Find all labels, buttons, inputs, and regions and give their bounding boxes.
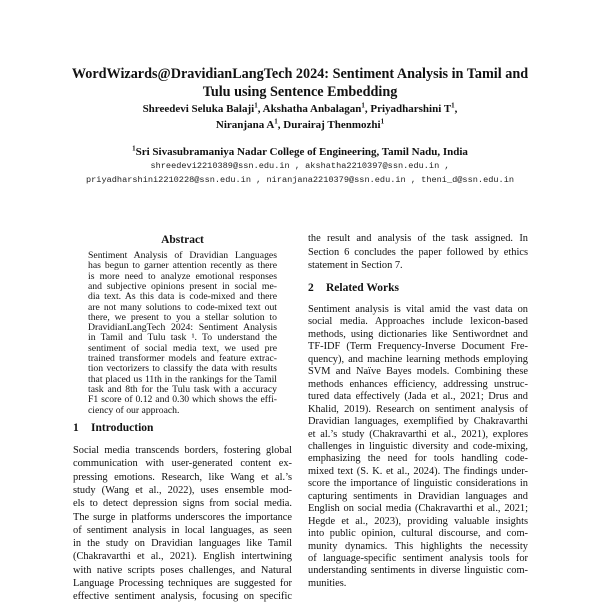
affiliation-marker: 1 bbox=[132, 144, 136, 153]
text-line: TF-IDF (Term Frequency-Inverse Document Fre- bbox=[308, 341, 528, 353]
author-affiliation-marker: 1 bbox=[451, 101, 455, 110]
text-line: has begun to garner attention recently as there bbox=[88, 260, 277, 272]
text-line: is more need to analyze emotional responses bbox=[88, 270, 277, 282]
related-works-heading bbox=[308, 282, 399, 294]
paper-title-line-2: Tulu using Sentence Embedding bbox=[202, 84, 398, 100]
text-line: tured data effectively (Jada et al., 2021; Drus and bbox=[308, 391, 528, 403]
author-affiliation-marker: 1 bbox=[380, 117, 385, 126]
text-line: munities. bbox=[308, 577, 347, 589]
text-line: Sentiment analysis is vital amid the vast data on bbox=[308, 304, 528, 315]
text-line: dia text. As this data is code-mixed and there bbox=[88, 291, 277, 303]
text-line: Khalid, 2019). Research on sentiment analysis of bbox=[308, 403, 528, 415]
abstract-heading: Abstract bbox=[161, 234, 204, 246]
author-name: Priyadharshini T bbox=[370, 103, 452, 115]
author-separator: , bbox=[277, 119, 284, 131]
text-line: that placed us 11th in the rankings for the Tamil bbox=[88, 373, 277, 385]
text-line: statement in Section 7. bbox=[308, 260, 403, 271]
text-line: Dravidian languages, exemplified by Chakravarthi bbox=[308, 416, 528, 428]
text-line: communication with user-generated content ex- bbox=[73, 458, 292, 470]
text-line: F1 score of 0.12 and 0.30 which shows the effi- bbox=[88, 394, 277, 406]
affiliation-text: Sri Sivasubramaniya Nadar College of Engineering, Tamil Nadu, India bbox=[135, 146, 468, 158]
paper-title-line-1: WordWizards@DravidianLangTech 2024: Sentiment Analysis in Tamil and bbox=[71, 66, 529, 82]
text-line: of language-specific sentiment analysis tools for bbox=[308, 553, 528, 564]
text-line: emphasizing the need for tools handling code- bbox=[308, 453, 528, 465]
text-line: methods enhances efficiency, addressing unstruc- bbox=[308, 378, 528, 390]
text-line: Hegde et al., 2023), providing valuable insights bbox=[308, 515, 528, 527]
text-line: are not many solutions to code-mixed text out bbox=[88, 301, 277, 313]
author-affiliation-marker: 1 bbox=[361, 101, 365, 110]
author-affiliation-marker: 1 bbox=[274, 117, 278, 126]
text-line: English on social media (Chakravarthi et al., 2021; bbox=[308, 503, 528, 515]
text-line: (Chakravarthi et al., 2021). English intertwining bbox=[73, 551, 292, 563]
author-name: Shreedevi Seluka Balaji bbox=[142, 103, 255, 115]
text-line: task and 8th for the Tulu task with a accuracy bbox=[88, 383, 277, 395]
authors-line-2 bbox=[0, 119, 600, 131]
affiliation bbox=[0, 146, 600, 158]
text-line: of sentiment analysis in local languages, as seen bbox=[73, 524, 292, 536]
text-line: capturing sentiments in Dravidian languages and bbox=[308, 490, 528, 502]
text-line: the result and analysis of the task assigned. In bbox=[308, 233, 528, 244]
author-separator: , bbox=[454, 103, 458, 115]
text-line: pressing emotions. Research, like Wang et al.’s bbox=[73, 471, 292, 483]
text-line: there, we present to you a stellar solution to bbox=[88, 311, 277, 323]
author-name: Niranjana A bbox=[215, 119, 275, 131]
section-title: Related Works bbox=[326, 282, 399, 294]
text-line: Social media transcends borders, fostering global bbox=[73, 445, 292, 456]
text-line: methods, using dictionaries like Sentiwordnet and bbox=[308, 328, 528, 340]
text-line: ciency of our approach. bbox=[88, 404, 180, 416]
text-line: DravidianLangTech 2024: Sentiment Analysis bbox=[88, 322, 277, 334]
text-line: effective sentiment analysis, focusing on specific bbox=[73, 591, 292, 602]
author-separator: , bbox=[364, 103, 371, 115]
author-name: Akshatha Anbalagan bbox=[262, 103, 362, 115]
text-line: munity dynamics. This highlights the necessity bbox=[308, 540, 528, 552]
text-line: in Tamil and Tulu task ¹. To understand the bbox=[88, 332, 277, 344]
section-number: 1 bbox=[73, 422, 79, 434]
section-number: 2 bbox=[308, 282, 314, 294]
text-line: tion vectorizers to classify the data with results bbox=[88, 363, 277, 375]
text-line: and subjective opinions present in social me- bbox=[88, 280, 277, 292]
authors-line-1 bbox=[0, 103, 600, 115]
text-line: understanding sentiments in diverse linguistic com- bbox=[308, 565, 528, 577]
text-line: mixed text (S. K. et al., 2024). The findings under- bbox=[308, 465, 528, 477]
text-line: sentiment of social media text, we used pre bbox=[88, 342, 277, 354]
email-line-1: shreedevi2210389@ssn.edu.in , akshatha2210397@ssn.edu.in , bbox=[150, 161, 450, 171]
text-line: Sentiment Analysis of Dravidian Languages bbox=[88, 250, 277, 261]
author-separator: , bbox=[257, 103, 263, 115]
email-line-2: priyadharshini2210228@ssn.edu.in , niranjana2210379@ssn.edu.in , theni_d@ssn.edu.in bbox=[85, 175, 515, 185]
text-line: social media. Approaches include lexicon-based bbox=[308, 316, 528, 328]
text-line: trained transformer models and feature extrac- bbox=[88, 353, 277, 364]
section-title: Introduction bbox=[91, 422, 154, 434]
text-line: The surge in platforms underscores the importance bbox=[73, 511, 292, 523]
text-line: with native scripts poses challenges, and Natural bbox=[73, 564, 292, 576]
text-line: challenges in linguistic diversity and code-mixing, bbox=[308, 440, 528, 452]
text-line: Language Processing techniques are suggested for bbox=[73, 578, 292, 589]
text-line: into public opinion, cultural discourse, and com- bbox=[308, 528, 528, 540]
text-line: study (Wang et al., 2022), uses ensemble mod- bbox=[73, 484, 292, 496]
text-line: SVM and Naïve Bayes models. Combining these bbox=[308, 366, 528, 378]
text-line: Section 6 concludes the paper followed by ethics bbox=[308, 246, 528, 258]
text-line: quency), and machine learning methods employing bbox=[308, 353, 528, 365]
introduction-heading bbox=[73, 422, 153, 434]
text-line: els to detect depression signs from social media. bbox=[73, 498, 292, 510]
author-name: Durairaj Thenmozhi bbox=[283, 119, 381, 131]
author-affiliation-marker: 1 bbox=[254, 101, 258, 110]
text-line: in the study on Dravidian languages like Tamil bbox=[73, 538, 292, 550]
text-line: et al.’s study (Chakravarthi et al., 2021), explores bbox=[308, 428, 528, 440]
text-line: score the importance of linguistic considerations in bbox=[308, 478, 528, 490]
